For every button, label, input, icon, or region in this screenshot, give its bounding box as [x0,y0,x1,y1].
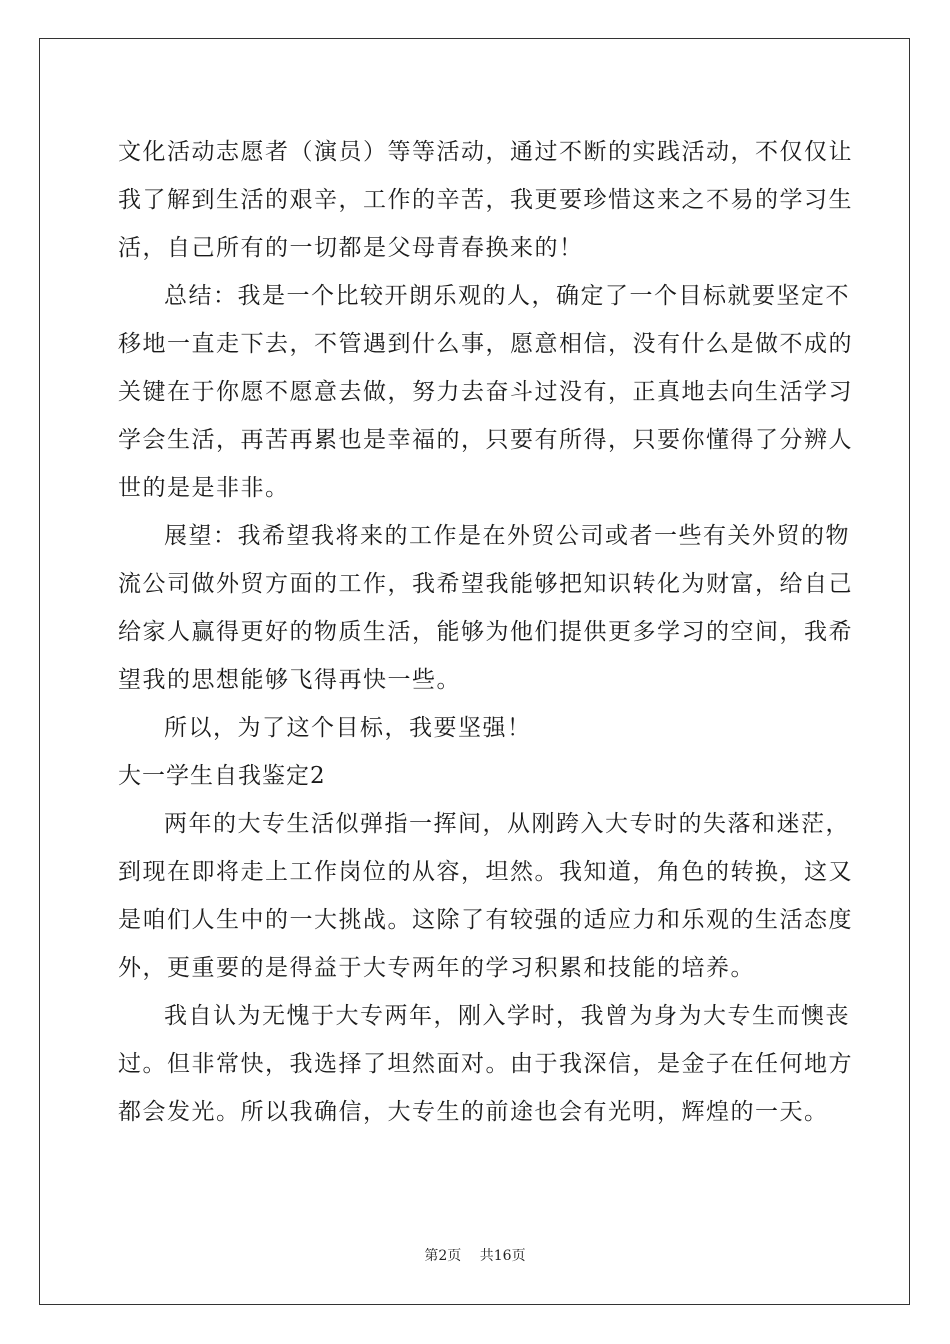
text-line: 学会生活，再苦再累也是幸福的，只要有所得，只要你懂得了分辨人 [118,427,853,453]
text-line: 关键在于你愿不愿意去做，努力去奋斗过没有，正真地去向生活学习 [118,379,853,405]
paragraph-two-years-start: 两年的大专生活似弹指一挥间，从刚跨入大专时的失落和迷茫， [164,811,850,837]
text-line: 世的是是非非。 [118,475,290,501]
text-line: 外，更重要的是得益于大专两年的学习积累和技能的培养。 [118,955,755,981]
paragraph-summary-start: 总结：我是一个比较开朗乐观的人，确定了一个目标就要坚定不 [164,283,850,309]
page-total: 共16页 [479,1248,526,1264]
page-footer [0,1245,950,1265]
text-line: 到现在即将走上工作岗位的从容，坦然。我知道，角色的转换，这又 [118,859,853,885]
text-line: 文化活动志愿者（演员）等等活动，通过不断的实践活动，不仅仅让 [118,139,853,165]
text-line: 活，自己所有的一切都是父母青春换来的！ [118,235,584,261]
paragraph-self-assessment-start: 我自认为无愧于大专两年，刚入学时，我曾为身为大专生而懊丧 [164,1003,850,1029]
text-line: 给家人赢得更好的物质生活，能够为他们提供更多学习的空间，我希 [118,619,853,645]
paragraph-conclusion: 所以，为了这个目标，我要坚强！ [164,715,532,741]
text-line: 都会发光。所以我确信，大专生的前途也会有光明，辉煌的一天。 [118,1099,829,1125]
page-number: 第2页 [424,1248,462,1264]
text-line: 流公司做外贸方面的工作，我希望我能够把知识转化为财富，给自己 [118,571,853,597]
text-line: 移地一直走下去，不管遇到什么事，愿意相信，没有什么是做不成的 [118,331,853,357]
text-line: 我了解到生活的艰辛，工作的辛苦，我更要珍惜这来之不易的学习生 [118,187,853,213]
document-body [118,128,853,1136]
text-line: 过。但非常快，我选择了坦然面对。由于我深信，是金子在任何地方 [118,1051,853,1077]
text-line: 是咱们人生中的一大挑战。这除了有较强的适应力和乐观的生活态度 [118,907,853,933]
section-heading: 大一学生自我鉴定2 [118,763,326,789]
text-line: 望我的思想能够飞得再快一些。 [118,667,461,693]
paragraph-outlook-start: 展望：我希望我将来的工作是在外贸公司或者一些有关外贸的物 [164,523,850,549]
